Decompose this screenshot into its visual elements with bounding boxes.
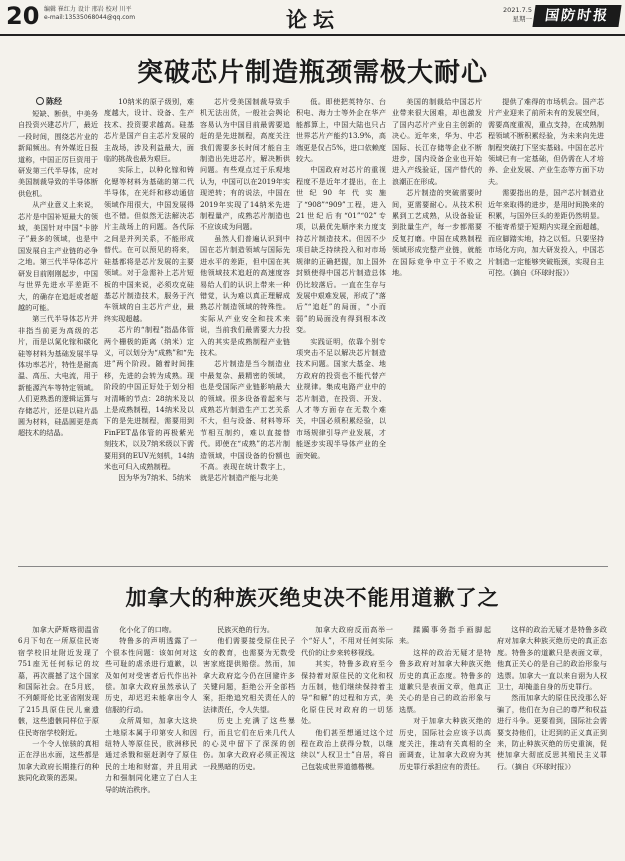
paragraph: 提供了难得的市场机会。国产芯片产业迎来了前所未有的发展空间，需要高度重视，重点支持，在成熟制程领域不断积累经验，为未来向先进制程突破打下坚实基础。中国在芯片领域已有一定基础，但仍需在人才培养、企业发展、产业生态等方面下功夫。 (488, 97, 604, 186)
article1-column-1 (18, 108, 98, 558)
article2-column-2 (105, 624, 197, 856)
paragraph: 从产业意义上来说，芯片是中国补短最大的领域，美国针对中国“卡脖子”最多的领域，也是中国发展自主产业链的必争之地。第三代半导体芯片研发目前刚刚起步，中国与世界先进水平差距不大，的确存在追赶或者超越的可能。 (18, 200, 98, 312)
page-number: 20 (6, 2, 40, 30)
paragraph: 实践证明，依靠个别专项突击不足以解决芯片制造技术问题。国家大基金、地方政府的投资也不能代替产业规律。集成电路产业中的芯片制造，在投资、开发、人才等方面存在无数个难关，中国必须积累经验，以市场规律引导产业发展，才能逐步实现半导体产业的全面突破。 (296, 336, 386, 460)
article1-column-6 (488, 96, 604, 558)
paragraph: 美国的制裁给中国芯片业带来很大困难，却也激发了国内芯片产业自主创新的决心。近年来，华为、中芯国际、长江存储等企业不断进步，国内设备企业也开始进入产线验证，国产替代的浪潮正在形成。 (392, 97, 482, 186)
article1-column-4 (296, 96, 386, 558)
paragraph: 特鲁多的声明透露了一个很本性问题：该如何对这些可耻的虐杀进行道歉，以及如何对受害者后代作出补偿。加拿大政府虽然承认了历史，却迟迟未能拿出令人信服的行动。 (105, 636, 197, 714)
paragraph: 对于加拿大种族灭绝的历史，国际社会应该予以高度关注，推动有关真相的全面调查，让加拿大政府为其历史罪行承担应有的责任。 (399, 716, 491, 771)
article2-column-3 (203, 624, 295, 856)
paragraph: 这样的政治无疑才是特鲁多政府对加拿大种族灭绝历史的真正态度。特鲁多的道歉只是表面文章，他真正关心的是自己的政治形象与选票。 (399, 647, 491, 714)
paragraph: 10纳米的原子级别，难度越大，设计、设备、生产技术、投资要求越高。硅基芯片是国产自主芯片发展的主战场，涉及利益最大，面临的挑战也最为艰巨。 (104, 97, 194, 164)
article2-column-6 (497, 624, 607, 856)
editor-email: e-mail:13535068044@qq.com (44, 14, 136, 21)
paragraph: 芯片制造是当今制造业中最复杂、最精密的领域，也是受国际产业链影响最大的领域。很多设备看起来与成熟芯片制造生产工艺关系不大，但与设备、材料等环节相互制约，难以直接替代。即使在“成熟”的芯片制造领域，中国设备的份额也不高。表现在统计数字上，就是芯片制造产能与北美 (200, 359, 290, 483)
section-title: 论坛 (286, 7, 340, 32)
issue-date (494, 6, 532, 24)
article-divider (18, 566, 608, 567)
paragraph: 因为华为7纳米、5纳米 (118, 473, 192, 483)
weekday: 星期一 (512, 15, 532, 23)
paragraph: 低。即使把英特尔、台积电、海力士等外企在华产能都算上，中国大陆也只占世界芯片产能约13.9%，高端更是仅占5%，进口依赖度较大。 (296, 97, 386, 164)
paragraph: 然而加拿大的原住民没那么好骗了，他们在为自己的尊严和权益进行斗争。更要看到，国际社会需要支持他们，让迟到的正义真正到来，防止种族灭绝的历史重演，促使加拿大彻底反思其殖民主义罪行。（摘自《环球时报》） (497, 693, 607, 771)
paragraph: 虽然人们普遍认识到中国在芯片制造领域与国际先进水平的差距，但中国在其他领域技术追赶的高速度容易给人们的认识上带来一种错觉，认为难以真正理解成熟芯片制造领域的特殊性。实际从产业安全和技术来说，当前我们最需要大力投入的其实是成熟制程产业链技术。 (200, 233, 290, 357)
paragraph: 中国政府对芯片的重视程度不是近年才提出，在上世纪90年代实施了“908”“909”工程，进入21世纪后有“01”“02”专项，以最优先顺序来力度支持芯片制造技术。但因不少项目缺乏持续投入和对市场规律的正确把握，加上国外封锁使得中国芯片制造总体仍比较落后。一直在生存与发展中艰难发展，形成了“落后”“追赶”的局面，“小而弱”的局面没有得到根本改变。 (296, 165, 386, 335)
article2-column-5 (399, 624, 491, 856)
editor-names: 编辑 崔红力 设计 邢岩 校对 川平 (44, 6, 132, 13)
paragraph: 他们甚至想通过这个过程在政治上获得分数，以继续以“人权卫士”自居，将自己包装成世界道德楷模。 (301, 727, 393, 771)
article1-headline: 突破芯片制造瓶颈需极大耐心 (136, 58, 488, 88)
paragraph: 众所周知，加拿大这块土地原本属于印第安人和因纽特人等原住民，欧洲移民通过杀戮和驱赶剥夺了原住民的土地和财富，并且用武力和强制同化建立了白人主导的统治秩序。 (105, 716, 197, 794)
paragraph: 加拿大政府反而高举一个“好人”，不用对任何实际代价的让步来转移视线。 (301, 625, 393, 657)
paragraph: 历史上充满了这些暴行，而且它们在后来几代人的心灵中留下了深深的创伤。加拿大政府必须正视这一段黑暗的历史。 (203, 716, 295, 771)
page-header (0, 0, 625, 36)
paragraph: 他们需要接受原住民子女的教育，也需要为无数受害家庭提供赔偿。然而，加拿大政府迄今仍在回避许多关键问题，拒绝公开全部档案，拒绝追究相关责任人的法律责任，令人失望。 (203, 636, 295, 714)
paragraph: 民族灭绝的行为。 (217, 625, 274, 634)
author-icon (36, 97, 44, 105)
paragraph: 需要指出的是，国产芯片制造业近年来取得的进步，是用时间换来的积累，与国外巨头的差距仍然明显。不能寄希望于短期内实现全面超越，而应脚踏实地，持之以恒。只要坚持市场化方向，加大研发投入，中国芯片制造一定能够突破瓶颈，实现自主可控。（摘自《环球时报》） (488, 188, 604, 278)
date: 2021.7.5 (503, 6, 532, 14)
article1-column-3 (200, 96, 290, 558)
paragraph: 实际上，以种化镓和铸化锶等材料为基础的第二代半导体，在光纤和移动通信领域作用很大，中国发展得也不错。但似然无法解决芯片主战场上的问题。各代际之间是并列关系，不能形成替代。在可以预见的将来，硅基都将是芯片发展的主要领域。对于急需补上芯片短板的中国来说，必须攻克硅基芯片制造技术，服务于汽车领域的自主芯片产业，最终实现超越。 (104, 165, 194, 323)
editor-credits (44, 6, 164, 22)
paragraph: 其实，特鲁多政府至今保持着对原住民的文化和权力压制，他们继续保持着主导“和解”的过程和方式，美化原住民对政府的一切惩处。 (301, 659, 393, 726)
article2-column-4 (301, 624, 393, 856)
article2-column-1 (18, 624, 99, 856)
article2-headline: 加拿大的种族灭绝史决不能用道歉了之 (125, 586, 500, 610)
paragraph: 蹂躏事务指手画脚起来。 (399, 625, 491, 646)
paragraph: 这样的政治无疑才是特鲁多政府对加拿大种族灭绝历史的真正态度。特鲁多的道歉只是表面文章，他真正关心的是自己的政治形象与选票。加拿大一直以来自诩为人权卫士，却掩盖自身的历史罪行。 (497, 625, 607, 692)
paragraph: 芯片受美国制裁导致手机无法出货，一般社会舆论容易认为中国目前最需要追赶的是先进制程，高度关注我们需要多长时间才能自主制造出先进芯片，解决断供问题。有些观点过于乐观地认为，中国可以在2019年实现逆转；有的说法，中国在2019年实现了14纳米先进制程量产，成熟芯片制造也不应该成为问题。 (200, 97, 290, 232)
paragraph: 加拿大萨斯喀彻温省6月下旬在一所原住民寄宿学校旧址附近发现了751座无任何标记的坟墓，再次震撼了这个国家和国际社会。在5月底，不列颠哥伦比亚省刚发现了215具原住民儿童遗骸，这些遗骸同样位于原住民寄宿学校附近。 (18, 625, 99, 737)
article1-byline (36, 96, 62, 107)
paragraph: 芯片制造的突破需要时间，更需要耐心。从技术积累到工艺成熟，从设备验证到批量生产，每一步都需要反复打磨。中国在成熟制程领域形成完整产业链，就能在国际竞争中立于不败之地。 (392, 188, 482, 278)
paragraph: 第三代半导体芯片并非指当前更为高级的芯片，而是以氮化镓和碳化硅等材料为基础发展半导体功率芯片，特性是耐高温、高压、大电流，用于新能源汽车等特定领域。人们更熟悉的逻辑运算与存储芯片，还是以硅片晶圆为材料，硅晶圆更是高超技术的结晶。 (18, 314, 98, 438)
paragraph: 化小化了的口吻。 (119, 625, 176, 634)
author-name: 陈经 (46, 97, 62, 106)
paragraph: 短缺、断供，中美务自投资兴建芯片厂，最近一段时间，围绕芯片业的新闻频出。有外媒近日报道称，中国正厉巨资用于研发第三代半导体，应对美国制裁导致的半导体断供危机。 (18, 109, 98, 198)
newspaper-logo: 国防时报 (532, 5, 621, 27)
paragraph: 一个令人惊骇的真相正在浮出水面，这些都是加拿大政府长期推行的种族同化政策的恶果。 (18, 739, 99, 783)
article1-column-5 (392, 96, 482, 558)
article1-column-2 (104, 96, 194, 558)
paragraph: 芯片的“制程”指晶体管两个栅极的距离（纳米）定义，可以划分为“成熟”和“先进”两个阶段。随着时间推移，先进的会转为成熟。现阶段的中国正好处于划分相对清晰的节点：28纳米及以上是成熟制程，14纳米及以下的是先进制程，需要用到FinFET晶体管的再极紫光刻技术，以及7纳米级以下需要用到的EUV光刻机，14纳米也可归入成熟制程。 (104, 325, 194, 471)
